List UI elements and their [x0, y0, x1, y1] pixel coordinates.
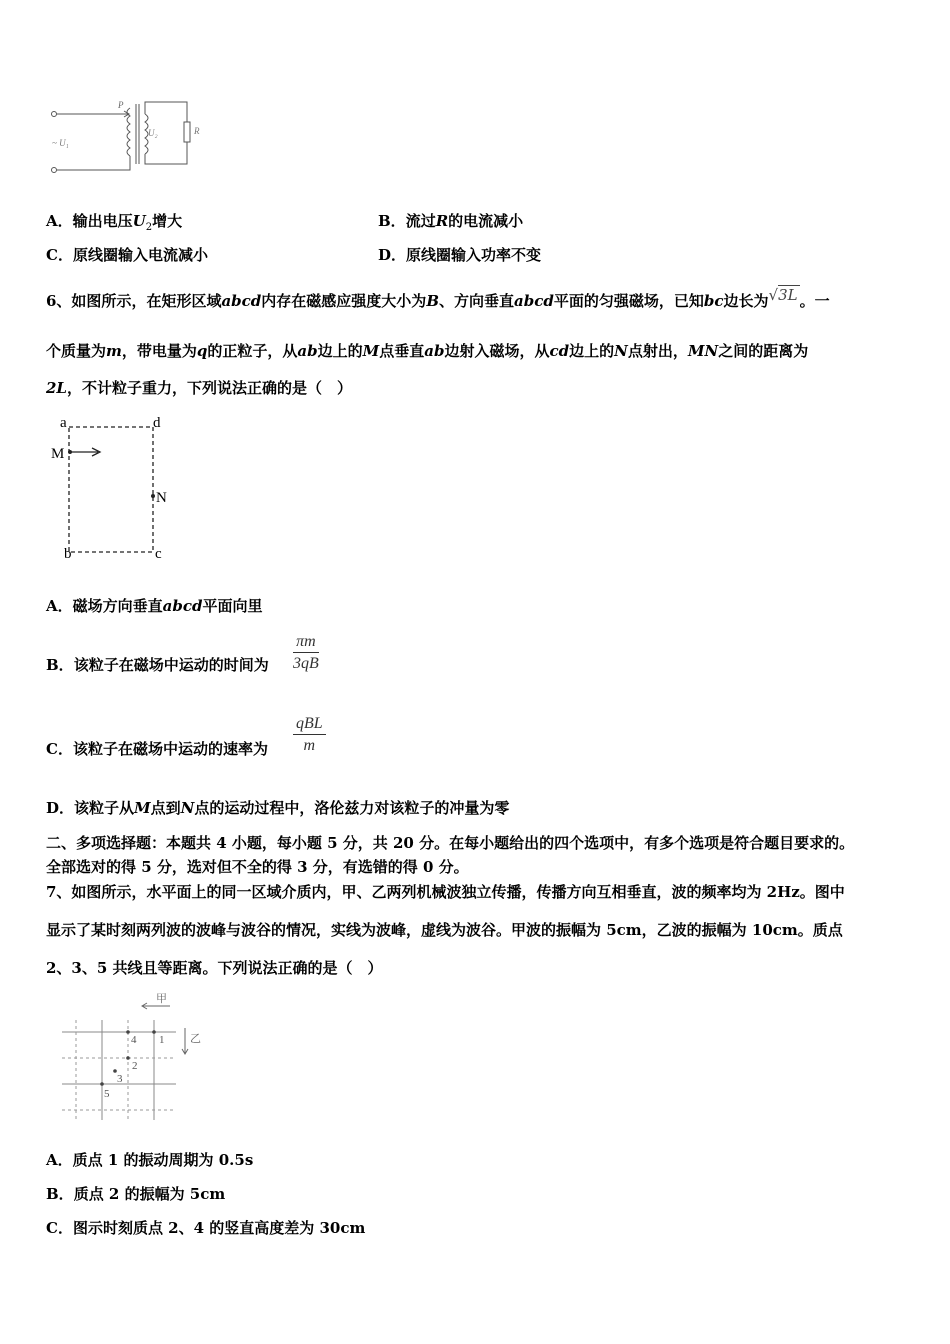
- q7-stem-line-3: 2、3、5 共线且等距离。下列说法正确的是（ ）: [46, 959, 383, 977]
- point-n: [151, 494, 155, 498]
- q6-magnetic-field-figure: [48, 412, 178, 562]
- corner-b: b: [64, 546, 72, 562]
- label-u2: U₂: [148, 128, 158, 138]
- q5-option-b[interactable]: B．流过R的电流减小: [378, 212, 524, 230]
- terminal-bottom: [52, 168, 57, 173]
- q6-option-c[interactable]: C．该粒子在磁场中运动的速率为: [46, 740, 268, 758]
- label-p3: 3: [117, 1073, 123, 1085]
- slider-arrow: [120, 111, 129, 117]
- point-4: [126, 1030, 130, 1034]
- q7-wave-figure: [58, 990, 208, 1126]
- label-n: N: [156, 490, 167, 506]
- label-p5: 5: [104, 1088, 110, 1100]
- q7-option-c[interactable]: C．图示时刻质点 2、4 的竖直高度差为 30cm: [46, 1219, 366, 1237]
- label-p2: 2: [132, 1060, 138, 1072]
- terminal-top: [52, 112, 57, 117]
- q7-stem-line-1: 7、如图所示，水平面上的同一区域介质内，甲、乙两列机械波独立传播，传播方向互相垂直，波的频率均为 2Hz。图中: [46, 883, 845, 901]
- label-yi: 乙: [190, 1033, 201, 1045]
- field-region: [69, 427, 153, 552]
- q7-option-b[interactable]: B．质点 2 的振幅为 5cm: [46, 1185, 226, 1203]
- resistor: [184, 122, 190, 142]
- label-u1: ~ U₁: [52, 138, 69, 148]
- label-p1: 1: [159, 1034, 165, 1046]
- corner-c: c: [155, 546, 162, 562]
- q6-option-b-fraction: $\frac{\pi m}{3qB}$: [293, 633, 319, 672]
- q6-option-b[interactable]: B．该粒子在磁场中运动的时间为: [46, 656, 269, 674]
- transformer-figure: [44, 96, 214, 178]
- label-m: M: [51, 446, 65, 462]
- point-2: [126, 1056, 130, 1060]
- q6-stem-line-1: 6、如图所示，在矩形区域abcd内存在磁感应强度大小为B、方向垂直abcd平面的匀强磁场，已知bc边长为√3L 。一: [46, 286, 830, 310]
- q6-option-d[interactable]: D．该粒子从M点到N点的运动过程中，洛伦兹力对该粒子的冲量为零: [46, 799, 510, 817]
- label-p: P: [118, 100, 124, 110]
- q6-option-a[interactable]: A．磁场方向垂直abcd平面向里: [46, 597, 263, 615]
- sqrt-sign: √: [768, 286, 779, 304]
- point-m: [68, 450, 72, 454]
- q7-option-a[interactable]: A．质点 1 的振动周期为 0.5s: [46, 1151, 254, 1169]
- q5-option-a[interactable]: A．输出电压$U_2$增大: [46, 212, 183, 233]
- point-5: [100, 1082, 104, 1086]
- corner-d: d: [153, 415, 161, 431]
- q5-option-c[interactable]: C．原线圈输入电流减小: [46, 246, 208, 264]
- q6-stem-line-3: 2L，不计粒子重力，下列说法正确的是（ ）: [46, 379, 352, 397]
- label-r: R: [194, 126, 200, 136]
- label-jia: 甲: [156, 993, 167, 1005]
- section2-header-line-1: 二、多项选择题：本题共 4 小题，每小题 5 分，共 20 分。在每小题给出的四个选项中，有多个选项是符合题目要求的。: [46, 834, 855, 852]
- q7-stem-line-2: 显示了某时刻两列波的波峰与波谷的情况，实线为波峰，虚线为波谷。甲波的振幅为 5cm，乙波的振幅为 10cm。质点: [46, 921, 843, 939]
- point-1: [152, 1030, 156, 1034]
- corner-a: a: [60, 415, 67, 431]
- q6-stem-line-2: 个质量为m，带电量为q的正粒子，从ab边上的M点垂直ab边射入磁场，从cd边上的N点射出，MN之间的距离为: [46, 342, 809, 360]
- q5-option-d[interactable]: D．原线圈输入功率不变: [378, 246, 542, 264]
- q6-option-c-fraction: qBL m: [293, 714, 326, 757]
- section2-header-line-2: 全部选对的得 5 分，选对但不全的得 3 分，有选错的得 0 分。: [46, 858, 469, 876]
- label-p4: 4: [131, 1034, 137, 1046]
